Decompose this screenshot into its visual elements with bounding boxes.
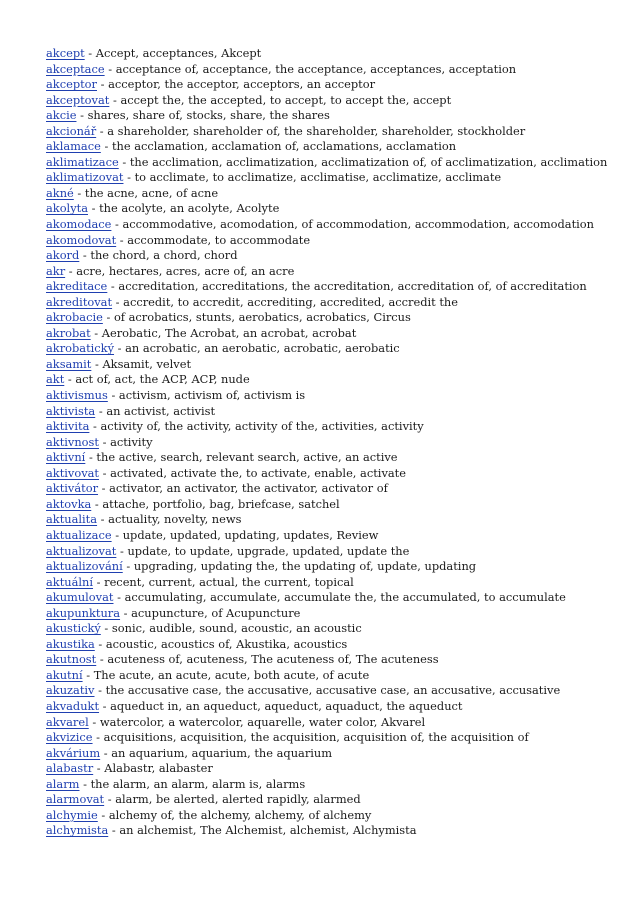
entry-separator: - (95, 403, 107, 418)
entry-translation: an aquarium, aquarium, the aquarium (111, 745, 333, 760)
entry-translation: activity (110, 434, 153, 449)
entry-word-link[interactable]: aksamit (46, 356, 92, 371)
entry-separator: - (97, 512, 109, 527)
dictionary-entry (46, 233, 616, 249)
entry-separator: - (104, 792, 116, 807)
entry-translation: a shareholder, shareholder of, the shareholder, shareholder, stockholder (107, 123, 526, 138)
entry-translation: accreditation, accreditations, the accreditation, accreditation of, of accreditation (118, 279, 587, 294)
dictionary-entry (46, 668, 616, 684)
dictionary-entry (46, 264, 616, 280)
entry-translation: acuteness of, acuteness, The acuteness of, The acuteness (107, 652, 439, 667)
dictionary-entry (46, 310, 616, 326)
dictionary-entry (46, 341, 616, 357)
entry-word-link[interactable]: akupunktura (46, 605, 121, 620)
entry-separator: - (116, 232, 128, 247)
entry-translation: acre, hectares, acres, acre of, an acre (76, 263, 295, 278)
entry-separator: - (102, 310, 114, 325)
entry-word-link[interactable]: akt (46, 372, 65, 387)
entry-translation: Aksamit, velvet (102, 356, 192, 371)
entry-separator: - (65, 263, 77, 278)
entry-separator: - (96, 123, 108, 138)
entry-separator: - (111, 217, 123, 232)
dictionary-entry (46, 155, 616, 171)
entry-word-link[interactable]: akuzativ (46, 683, 95, 698)
entry-separator: - (108, 823, 120, 838)
entry-separator: - (97, 807, 109, 822)
entry-separator: - (112, 294, 124, 309)
dictionary-entry (46, 388, 616, 404)
entry-word-link[interactable]: alchymie (46, 807, 98, 822)
entry-translation: alarm, be alerted, alerted rapidly, alarmed (115, 792, 361, 807)
entry-translation: update, to update, upgrade, updated, update the (127, 543, 410, 558)
dictionary-entry (46, 481, 616, 497)
dictionary-entry (46, 139, 616, 155)
entry-word-link[interactable]: aktivnost (46, 434, 99, 449)
entry-translation: Accept, acceptances, Akcept (95, 46, 262, 60)
entry-translation: aqueduct in, an aqueduct, aqueduct, aquaduct, the aqueduct (110, 698, 463, 713)
entry-translation: an alchemist, The Alchemist, alchemist, Alchymista (119, 823, 417, 838)
entry-word-link[interactable]: akcept (46, 46, 85, 60)
dictionary-entry (46, 652, 616, 668)
dictionary-entry (46, 326, 616, 342)
dictionary-entry (46, 544, 616, 560)
entry-translation: Aerobatic, The Acrobat, an acrobat, acrobat (101, 325, 357, 340)
entry-translation: the acclimation, acclimatization, acclimatization of, of acclimatization, acclimation (129, 154, 608, 169)
entry-separator: - (94, 683, 106, 698)
entry-translation: the chord, a chord, chord (90, 248, 238, 263)
entry-translation: the acne, acne, of acne (84, 185, 219, 200)
dictionary-entry (46, 730, 616, 746)
entry-translation: sonic, audible, sound, acoustic, an acoustic (111, 621, 362, 636)
entry-word-link[interactable]: aktivismus (46, 388, 108, 403)
entry-separator: - (88, 714, 100, 729)
entry-translation: update, updated, updating, updates, Review (122, 527, 379, 542)
entry-translation: accept the, the accepted, to accept, to accept the, accept (120, 92, 452, 107)
dictionary-entry (46, 528, 616, 544)
entry-word-link[interactable]: akrobat (46, 325, 91, 340)
entry-word-link[interactable]: akrobacie (46, 310, 103, 325)
entry-separator: - (88, 201, 100, 216)
entry-separator: - (79, 776, 91, 791)
entry-word-link[interactable]: akvizice (46, 730, 93, 745)
entry-word-link[interactable]: akord (46, 248, 80, 263)
entry-separator: - (99, 698, 111, 713)
entry-translation: activism, activism of, activism is (118, 388, 306, 403)
entry-separator: - (109, 92, 121, 107)
entry-word-link[interactable]: aktovka (46, 496, 92, 511)
entry-word-link[interactable]: alarm (46, 776, 80, 791)
entry-word-link[interactable]: akustika (46, 636, 95, 651)
entry-translation: an activist, activist (106, 403, 216, 418)
entry-word-link[interactable]: akutní (46, 667, 83, 682)
dictionary-page (46, 46, 616, 839)
entry-word-link[interactable]: aklimatizovat (46, 170, 124, 185)
entry-word-link[interactable]: akcionář (46, 123, 97, 138)
dictionary-entry (46, 637, 616, 653)
dictionary-entry (46, 559, 616, 575)
entry-separator: - (100, 745, 112, 760)
entry-separator: - (113, 590, 125, 605)
entry-word-link[interactable]: aktivátor (46, 481, 99, 496)
entry-separator: - (98, 481, 110, 496)
entry-separator: - (123, 170, 135, 185)
entry-word-link[interactable]: akolyta (46, 201, 88, 216)
entry-translation: upgrading, updating the, the updating of, update, updating (133, 559, 477, 574)
entry-separator: - (94, 636, 106, 651)
entry-translation: Alabastr, alabaster (104, 761, 213, 776)
entry-translation: to acclimate, to acclimatize, acclimatise, acclimatize, acclimate (134, 170, 502, 185)
entry-word-link[interactable]: akomodovat (46, 232, 117, 247)
dictionary-entry (46, 170, 616, 186)
entry-translation: accommodative, acomodation, of accommodation, accommodation, accomodation (122, 217, 594, 232)
dictionary-entry (46, 404, 616, 420)
dictionary-entry (46, 575, 616, 591)
entry-word-link[interactable]: aktivita (46, 419, 90, 434)
entry-word-link[interactable]: aktualizovat (46, 543, 117, 558)
entry-word-link[interactable]: alchymista (46, 823, 109, 838)
entry-separator: - (99, 465, 111, 480)
entry-separator: - (91, 356, 103, 371)
entry-word-link[interactable]: akceptovat (46, 92, 110, 107)
entry-separator: - (93, 574, 105, 589)
entry-separator: - (79, 248, 91, 263)
entry-separator: - (92, 730, 104, 745)
entry-word-link[interactable]: aktualizování (46, 559, 123, 574)
dictionary-entry (46, 512, 616, 528)
dictionary-entry (46, 435, 616, 451)
entry-word-link[interactable]: aktualizace (46, 527, 112, 542)
entry-translation: actuality, novelty, news (108, 512, 242, 527)
entry-translation: shares, share of, stocks, share, the shares (87, 108, 330, 123)
entry-translation: of acrobatics, stunts, aerobatics, acrobatics, Circus (113, 310, 411, 325)
entry-translation: the active, search, relevant search, active, an active (96, 450, 398, 465)
dictionary-entry (46, 792, 616, 808)
dictionary-entry (46, 201, 616, 217)
dictionary-entry (46, 715, 616, 731)
dictionary-entry (46, 606, 616, 622)
entry-word-link[interactable]: akumulovat (46, 590, 114, 605)
entry-translation: The acute, an acute, acute, both acute, of acute (93, 667, 370, 682)
dictionary-entry (46, 699, 616, 715)
entry-translation: the accusative case, the accusative, accusative case, an accusative, accusative (105, 683, 561, 698)
entry-separator: - (93, 761, 105, 776)
entry-word-link[interactable]: akcie (46, 108, 77, 123)
dictionary-entry (46, 419, 616, 435)
dictionary-entry (46, 777, 616, 793)
entry-word-link[interactable]: aktivní (46, 450, 86, 465)
entry-word-link[interactable]: aktualita (46, 512, 98, 527)
entry-separator: - (64, 372, 76, 387)
entry-word-link[interactable]: akvarel (46, 714, 89, 729)
entry-translation: acupuncture, of Acupuncture (131, 605, 301, 620)
entry-word-link[interactable]: akvárium (46, 745, 101, 760)
entry-word-link[interactable]: akné (46, 185, 74, 200)
entry-separator: - (73, 185, 85, 200)
dictionary-entry-list (46, 46, 616, 839)
entry-word-link[interactable]: akceptor (46, 77, 97, 92)
entry-word-link[interactable]: akreditovat (46, 294, 113, 309)
dictionary-entry (46, 248, 616, 264)
entry-translation: acquisitions, acquisition, the acquisition, acquisition of, the acquisition of (103, 730, 529, 745)
entry-separator: - (98, 434, 111, 449)
dictionary-entry (46, 46, 616, 62)
entry-word-link[interactable]: alabastr (46, 761, 94, 776)
dictionary-entry (46, 93, 616, 109)
entry-word-link[interactable]: akceptace (46, 61, 105, 76)
entry-word-link[interactable]: aktivista (46, 403, 96, 418)
entry-translation: watercolor, a watercolor, aquarelle, water color, Akvarel (99, 714, 426, 729)
entry-translation: recent, current, actual, the current, topical (104, 574, 354, 589)
entry-word-link[interactable]: akomodace (46, 217, 112, 232)
dictionary-entry (46, 279, 616, 295)
entry-word-link[interactable]: akr (46, 263, 66, 278)
entry-translation: accumulating, accumulate, accumulate the, the accumulated, to accumulate (124, 590, 566, 605)
entry-word-link[interactable]: aktuální (46, 574, 94, 589)
entry-translation: the acclamation, acclamation of, acclamations, acclamation (111, 139, 457, 154)
dictionary-entry (46, 357, 616, 373)
entry-separator: - (122, 559, 134, 574)
dictionary-entry (46, 217, 616, 233)
entry-separator: - (100, 621, 112, 636)
dictionary-entry (46, 108, 616, 124)
entry-translation: activator, an activator, the activator, activator of (109, 481, 388, 496)
entry-translation: accommodate, to accommodate (127, 232, 311, 247)
entry-separator: - (90, 325, 102, 340)
dictionary-entry (46, 77, 616, 93)
entry-separator: - (76, 108, 88, 123)
entry-separator: - (91, 496, 103, 511)
entry-separator: - (116, 543, 128, 558)
entry-translation: the acolyte, an acolyte, Acolyte (99, 201, 280, 216)
entry-separator: - (85, 450, 97, 465)
entry-word-link[interactable]: aklimatizace (46, 154, 119, 169)
entry-separator: - (120, 605, 132, 620)
dictionary-entry (46, 590, 616, 606)
entry-separator: - (107, 388, 119, 403)
entry-translation: acoustic, acoustics of, Akustika, acoustics (105, 636, 348, 651)
entry-word-link[interactable]: akutnost (46, 652, 97, 667)
dictionary-entry (46, 746, 616, 762)
entry-translation: acceptance of, acceptance, the acceptance, acceptances, acceptation (115, 61, 517, 76)
dictionary-entry (46, 372, 616, 388)
entry-translation: accredit, to accredit, accrediting, accredited, accredit the (123, 294, 458, 309)
entry-word-link[interactable]: akrobatický (46, 341, 115, 356)
entry-translation: act of, act, the ACP, ACP, nude (75, 372, 250, 387)
entry-separator: - (104, 61, 116, 76)
dictionary-entry (46, 683, 616, 699)
entry-translation: activity of, the activity, activity of the, activities, activity (100, 419, 424, 434)
entry-separator: - (82, 667, 94, 682)
entry-separator: - (97, 77, 109, 92)
entry-separator: - (107, 279, 119, 294)
entry-separator: - (89, 419, 101, 434)
entry-separator: - (114, 341, 126, 356)
entry-separator: - (111, 527, 123, 542)
dictionary-entry (46, 295, 616, 311)
entry-translation: the alarm, an alarm, alarm is, alarms (90, 776, 306, 791)
dictionary-entry (46, 808, 616, 824)
entry-translation: alchemy of, the alchemy, alchemy, of alchemy (108, 807, 372, 822)
dictionary-entry (46, 497, 616, 513)
entry-separator: - (96, 652, 108, 667)
entry-translation: an acrobatic, an aerobatic, acrobatic, aerobatic (125, 341, 400, 356)
dictionary-entry (46, 62, 616, 78)
entry-word-link[interactable]: aklamace (46, 139, 101, 154)
entry-separator: - (100, 139, 112, 154)
dictionary-entry (46, 450, 616, 466)
entry-word-link[interactable]: akreditace (46, 279, 108, 294)
dictionary-entry (46, 621, 616, 637)
entry-translation: activated, activate the, to activate, enable, activate (110, 465, 406, 480)
entry-word-link[interactable]: akustický (46, 621, 101, 636)
entry-word-link[interactable]: aktivovat (46, 465, 100, 480)
entry-word-link[interactable]: akvadukt (46, 698, 100, 713)
dictionary-entry (46, 761, 616, 777)
entry-separator: - (118, 154, 130, 169)
dictionary-entry (46, 124, 616, 140)
dictionary-entry (46, 186, 616, 202)
dictionary-entry (46, 466, 616, 482)
entry-separator: - (84, 46, 96, 60)
dictionary-entry (46, 823, 616, 839)
entry-translation: acceptor, the acceptor, acceptors, an acceptor (108, 77, 376, 92)
entry-word-link[interactable]: alarmovat (46, 792, 105, 807)
entry-translation: attache, portfolio, bag, briefcase, satchel (102, 496, 340, 511)
